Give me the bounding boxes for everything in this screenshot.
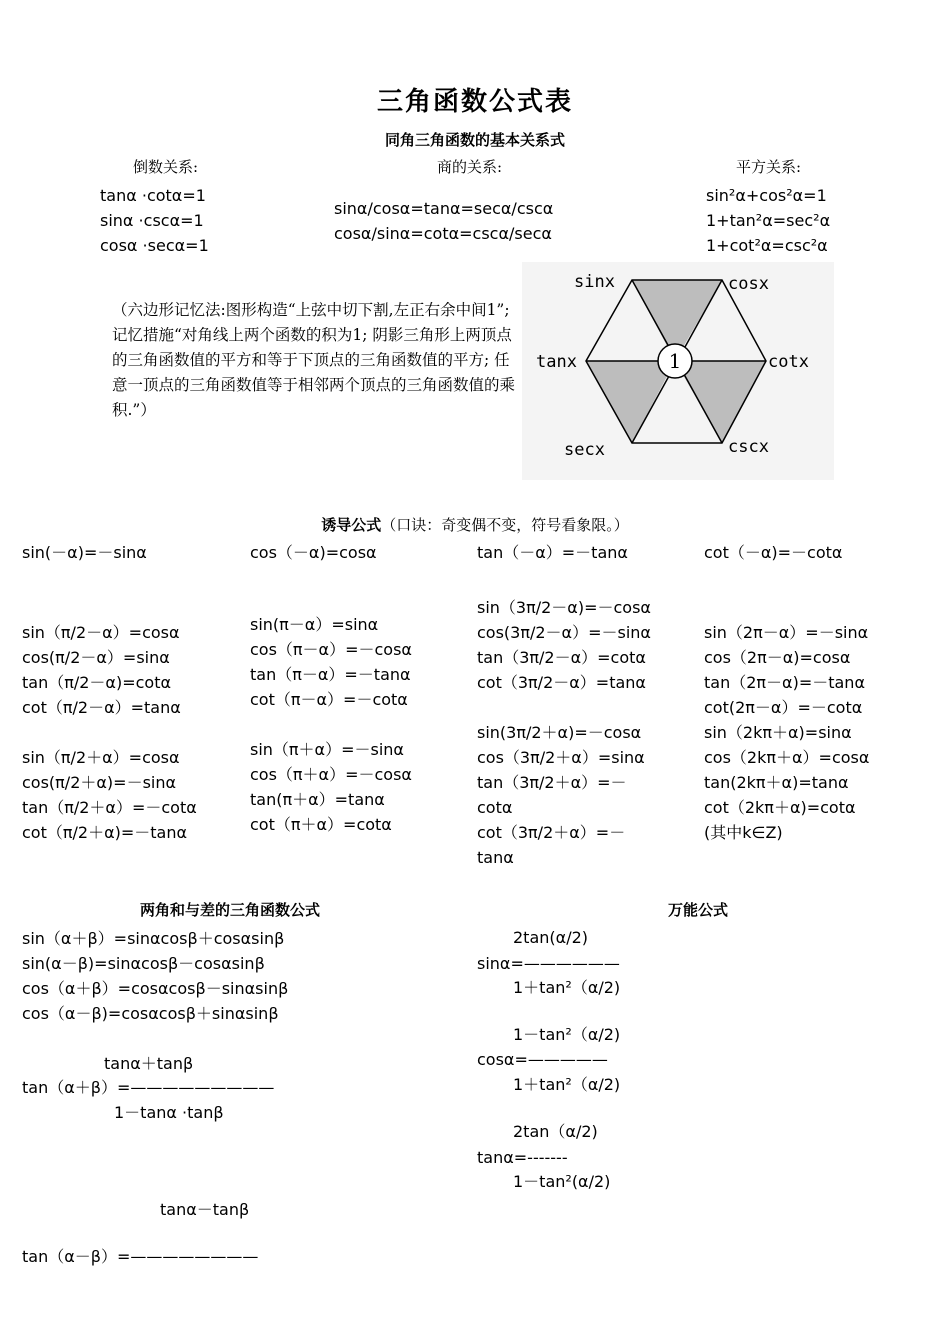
- formula-line: cot（3π/2＋α）=－: [477, 823, 626, 842]
- formula-line: cot（π/2－α）=tanα: [22, 698, 181, 717]
- label-cscx: cscx: [728, 437, 769, 457]
- induction-neg-tan: tan（－α）=－tanα: [477, 543, 628, 562]
- universal-cos-fraction: cosα=—————: [477, 1050, 608, 1069]
- induction-heading: 诱导公式: [321, 516, 382, 534]
- basic-heading: 同角三角函数的基本关系式: [384, 131, 565, 149]
- formula-line: sin（π/2－α）=cosα: [22, 623, 180, 642]
- formula-line: cos（2kπ＋α）=cosα: [704, 748, 870, 767]
- square-label: 平方关系:: [736, 158, 802, 176]
- formula-line: cos（π＋α）=－cosα: [250, 765, 412, 784]
- formula-line: cos（π－α）=－cosα: [250, 640, 412, 659]
- sum-diff-heading: 两角和与差的三角函数公式: [140, 901, 321, 919]
- induction-heading-line: [0, 517, 950, 533]
- induction-col-pi-half: [22, 620, 197, 845]
- formula-line: cot（π－α）=－cotα: [250, 690, 408, 709]
- formula-line: cos（α＋β）=cosαcosβ－sinαsinβ: [22, 979, 289, 998]
- blank-line: [22, 720, 197, 745]
- page-title: 三角函数公式表: [376, 87, 573, 117]
- tan-sum-denominator: 1－tanα ·tanβ: [114, 1103, 224, 1122]
- reciprocal-line: tanα ·cotα=1: [100, 186, 206, 205]
- universal-sin-denominator: 1＋tan²（α/2): [513, 978, 621, 997]
- hexagon-svg: [522, 262, 834, 480]
- induction-col-pi: [250, 612, 412, 837]
- quotient-list: [334, 196, 553, 246]
- quotient-line: cosα/sinα=cotα=cscα/secα: [334, 224, 552, 243]
- formula-line: sin（3π/2－α)=－cosα: [477, 598, 651, 617]
- square-line: 1+tan²α=sec²α: [706, 211, 831, 230]
- shaded-triangle-left: [586, 361, 675, 443]
- reciprocal-label: 倒数关系:: [133, 158, 199, 176]
- quotient-line: sinα/cosα=tanα=secα/cscα: [334, 199, 554, 218]
- formula-line: cot(2π－α）=－cotα: [704, 698, 863, 717]
- formula-line: cot（π＋α）=cotα: [250, 815, 392, 834]
- hexagon-diagram: [522, 262, 834, 480]
- blank-line: [477, 695, 651, 720]
- tan-sum-fraction: tan（α＋β）=—————————: [22, 1078, 275, 1097]
- blank-line: [250, 712, 412, 737]
- center-label: 1: [668, 349, 682, 373]
- label-tanx: tanx: [536, 352, 577, 372]
- formula-line: tan(2kπ＋α)=tanα: [704, 773, 849, 792]
- formula-line: tan（π－α）=－tanα: [250, 665, 411, 684]
- universal-sin-numerator: 2tan(α/2): [513, 928, 588, 947]
- universal-sin-fraction: sinα=——————: [477, 954, 620, 973]
- formula-line: tan（2π－α)=－tanα: [704, 673, 865, 692]
- formula-line: cos（3π/2＋α）=sinα: [477, 748, 645, 767]
- formula-line: sin（2π－α）=－sinα: [704, 623, 869, 642]
- formula-line: cot（π/2＋α)=－tanα: [22, 823, 188, 842]
- universal-tan-denominator: 1－tan²(α/2): [513, 1172, 611, 1191]
- formula-line: cot（3π/2－α）=tanα: [477, 673, 646, 692]
- induction-col-3pi-half: [477, 595, 651, 870]
- formula-line: cotα: [477, 798, 513, 817]
- tan-diff-fraction: tan（α－β）=————————: [22, 1247, 259, 1266]
- formula-line: sin（α＋β）=sinαcosβ＋cosαsinβ: [22, 929, 285, 948]
- formula-line: sin(π－α）=sinα: [250, 615, 379, 634]
- label-cosx: cosx: [728, 274, 769, 294]
- induction-neg-cos: cos（－α)=cosα: [250, 543, 377, 562]
- formula-line: tan（3π/2－α）=cotα: [477, 648, 646, 667]
- formula-line: sin(α－β)=sinαcosβ－cosαsinβ: [22, 954, 265, 973]
- sum-diff-list: [22, 926, 288, 1026]
- formula-line: cos（2π－α)=cosα: [704, 648, 851, 667]
- reciprocal-line: sinα ·cscα=1: [100, 211, 204, 230]
- formula-line: sin（π＋α）=－sinα: [250, 740, 404, 759]
- formula-line: cot（2kπ＋α)=cotα: [704, 798, 856, 817]
- tan-diff-numerator: tanα－tanβ: [160, 1200, 250, 1219]
- quotient-label: 商的关系:: [437, 158, 503, 176]
- tan-sum-numerator: tanα＋tanβ: [104, 1054, 194, 1073]
- universal-heading: 万能公式: [668, 901, 729, 919]
- formula-line: tan(π＋α）=tanα: [250, 790, 385, 809]
- label-cotx: cotx: [768, 352, 809, 372]
- formula-line: cos（α－β)=cosαcosβ＋sinαsinβ: [22, 1004, 279, 1023]
- formula-line: cos(π/2＋α)=－sinα: [22, 773, 177, 792]
- formula-line: tanα: [477, 848, 514, 867]
- universal-tan-numerator: 2tan（α/2): [513, 1122, 598, 1141]
- reciprocal-list: [100, 183, 209, 258]
- hexagon-note: （六边形记忆法:图形构造“上弦中切下割,左正右余中间1”;记忆措施“对角线上两个函数的积为1; 阴影三角形上两顶点的三角函数值的平方和等于下顶点的三角函数值的平方; 任意一顶点的三角函数值等于相邻两个顶点的三角函数值的乘积.”）: [112, 301, 516, 419]
- formula-line: sin（2kπ＋α)=sinα: [704, 723, 852, 742]
- induction-hint: （口诀：奇变偶不变，符号看象限。）: [381, 516, 629, 534]
- label-secx: secx: [564, 440, 605, 460]
- formula-line: tan（π/2＋α）=－cotα: [22, 798, 197, 817]
- formula-line: tan（π/2－α)=cotα: [22, 673, 172, 692]
- square-line: 1+cot²α=csc²α: [706, 236, 828, 255]
- universal-tan-fraction: tanα=-------: [477, 1148, 568, 1167]
- label-sinx: sinx: [574, 272, 615, 292]
- square-line: sin²α+cos²α=1: [706, 186, 827, 205]
- induction-neg-cot: cot（－α)=－cotα: [704, 543, 843, 562]
- shaded-triangle-right: [675, 361, 766, 443]
- formula-line: cos(π/2－α）=sinα: [22, 648, 170, 667]
- formula-line: tan（3π/2＋α）=－: [477, 773, 627, 792]
- universal-cos-denominator: 1＋tan²（α/2): [513, 1075, 621, 1094]
- universal-cos-numerator: 1－tan²（α/2): [513, 1025, 621, 1044]
- formula-line: sin(3π/2＋α)=－cosα: [477, 723, 642, 742]
- formula-line: cos(3π/2－α）=－sinα: [477, 623, 651, 642]
- reciprocal-line: cosα ·secα=1: [100, 236, 209, 255]
- induction-col-2pi: [704, 620, 869, 845]
- formula-line: sin（π/2＋α）=cosα: [22, 748, 180, 767]
- square-list: [706, 183, 830, 258]
- formula-note: (其中k∈Z): [704, 823, 783, 842]
- induction-neg-sin: sin(－α)=－sinα: [22, 543, 147, 562]
